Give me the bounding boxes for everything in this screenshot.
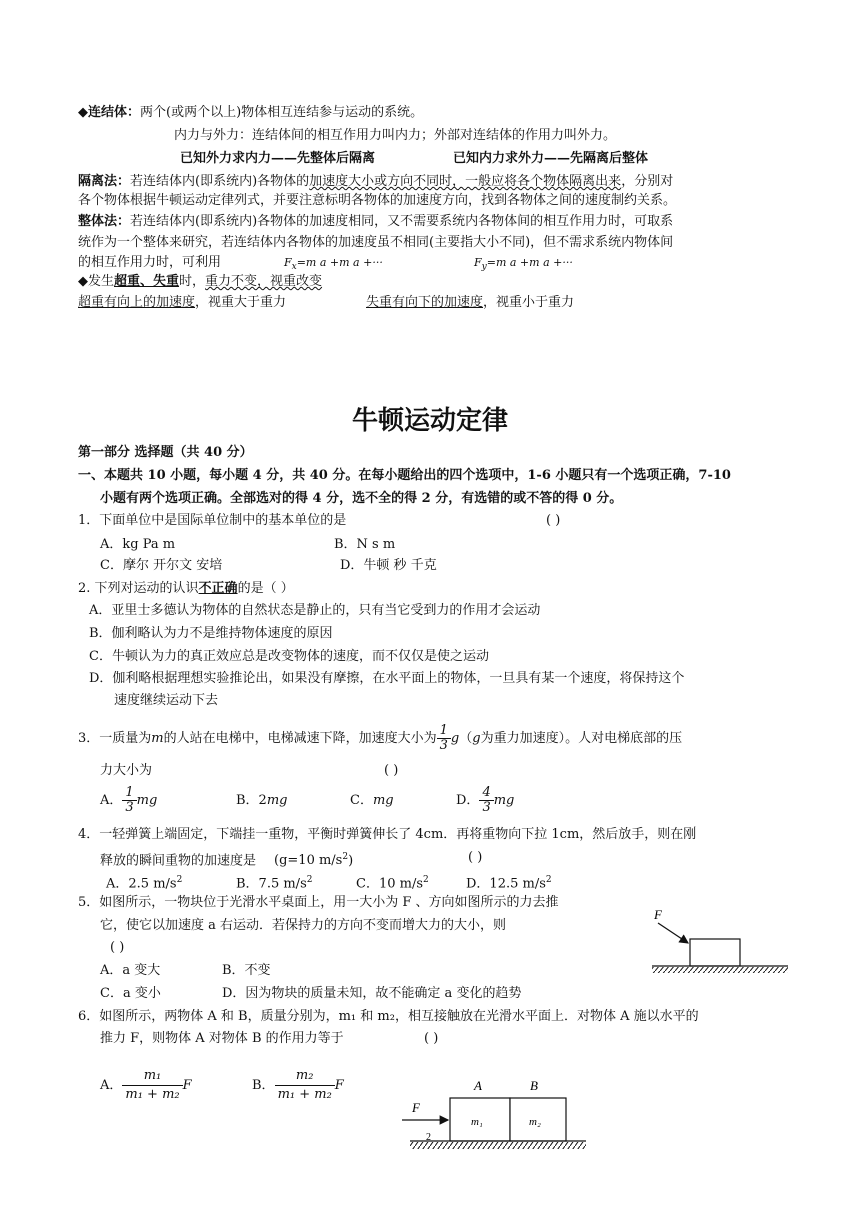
q4-b-sup: 2 bbox=[306, 875, 313, 885]
note-text-emph: 超重有向上的加速度 bbox=[78, 295, 196, 310]
q4-answer-paren: ( ) bbox=[468, 850, 483, 865]
q4-b-text: B．7.5 m/s bbox=[236, 876, 307, 892]
q2-option-c: C．牛顿认为力的真正效应总是改变物体的速度，而不仅仅是使之运动 bbox=[89, 649, 489, 664]
q3-var-g: g bbox=[450, 731, 460, 746]
q1-option-b: B．N s m bbox=[334, 537, 396, 552]
q3-fraction bbox=[437, 724, 451, 753]
q4-stem-line1: 4．一轻弹簧上端固定，下端挂一重物，平衡时弹簧伸长了 4cm．再将重物向下拉 1cm，然后放手，则在刚 bbox=[78, 827, 697, 842]
q2-option-d-line2: 速度继续运动下去 bbox=[114, 693, 219, 708]
q3-d-num: 4 bbox=[479, 786, 493, 801]
part-heading: 第一部分 选择题（共 40 分） bbox=[78, 445, 253, 460]
q6-a-label: A． bbox=[100, 1078, 123, 1093]
q3-frac-den: 3 bbox=[439, 738, 448, 753]
q6-answer-paren: ( ) bbox=[424, 1031, 439, 1046]
q6-b-den: m₁ + m₂ bbox=[277, 1087, 332, 1102]
q3-var-g2: g bbox=[472, 731, 481, 746]
q4-option-a bbox=[106, 872, 182, 892]
q1-option-d: D．牛顿 秒 千克 bbox=[340, 558, 437, 573]
q3-option-a bbox=[100, 784, 157, 818]
q3-stem-a: 3．一质量为 bbox=[78, 731, 152, 746]
q2-stem-a: 2. 下列对运动的认识 bbox=[78, 581, 199, 596]
q4-g-sup: 2 bbox=[342, 852, 349, 862]
q3-a-mg: mg bbox=[136, 793, 158, 808]
q4-option-d bbox=[466, 872, 552, 892]
q3-c-label: C． bbox=[350, 793, 373, 808]
formula-fy bbox=[474, 254, 573, 276]
q3-a-label: A． bbox=[100, 793, 123, 808]
q4-d-sup: 2 bbox=[545, 875, 552, 885]
q6-a-F: F bbox=[182, 1078, 192, 1093]
q4-option-b bbox=[236, 872, 312, 892]
q5-option-a: A．a 变大 bbox=[100, 963, 161, 978]
q5-force-arrow bbox=[658, 923, 688, 943]
q3-a-fraction bbox=[122, 786, 136, 815]
q4-g-end: ) bbox=[348, 853, 354, 869]
note-text: ◆发生 bbox=[78, 274, 114, 289]
q1-option-c: C．摩尔 开尔文 安培 bbox=[100, 558, 223, 573]
note-text-emph: 失重有向下的加速度 bbox=[366, 295, 484, 310]
note-label-geli: 隔离法： bbox=[78, 174, 131, 189]
instructions-line-1: 一、本题共 10 小题，每小题 4 分，共 40 分。在每小题给出的四个选项中，1-6 小题只有一个选项正确，7-10 bbox=[78, 468, 731, 483]
q5-block bbox=[690, 939, 740, 966]
q6-a-num: m₁ bbox=[122, 1067, 182, 1086]
q3-a-num: 1 bbox=[122, 786, 136, 801]
q6-fig-note: 2 bbox=[426, 1132, 431, 1143]
note-text-emph: 重力不变，视重改变 bbox=[205, 274, 323, 289]
page-title: 牛顿运动定律 bbox=[351, 406, 508, 436]
q3-stem-b: 的人站在电梯中，电梯减速下降，加速度大小为 bbox=[163, 731, 437, 746]
q5-ground-hatch bbox=[652, 967, 788, 973]
q6-a-den: m₁ + m₂ bbox=[125, 1087, 180, 1102]
formula-fy-sub: y bbox=[481, 262, 487, 273]
q3-b-mg: mg bbox=[266, 793, 288, 808]
q4-c-text: C．10 m/s bbox=[356, 876, 423, 892]
q3-answer-paren: ( ) bbox=[384, 763, 399, 778]
q6-b-num: m₂ bbox=[275, 1067, 335, 1086]
note-text: 时， bbox=[179, 274, 206, 289]
note-line-10 bbox=[78, 294, 286, 311]
q3-option-c bbox=[350, 792, 394, 809]
q6-ground-hatch bbox=[410, 1142, 586, 1149]
q3-stem-c: （ bbox=[459, 731, 473, 746]
q5-option-b: B．不变 bbox=[222, 963, 271, 978]
note-line-5: 各个物体根据牛顿运动定律列式，并要注意标明各物体的加速度方向，找到各物体之间的速度制约关系。 bbox=[78, 193, 677, 208]
note-line-6 bbox=[78, 213, 673, 230]
note-line-3a: 已知外力求内力——先整体后隔离 bbox=[180, 151, 376, 166]
note-text: ，分别对 bbox=[621, 174, 674, 189]
q1-option-a: A．kg Pa m bbox=[100, 537, 176, 552]
q3-var-m: m bbox=[151, 731, 164, 746]
formula-fx-rest: =m a +m a +··· bbox=[296, 256, 383, 269]
note-text-emph: 加速度大小或方向不同时，一般应将各个物体隔离出来 bbox=[309, 174, 622, 189]
q5-fig-force-label: F bbox=[654, 907, 662, 922]
q2-option-b: B．伽利略认为力不是维持物体速度的原因 bbox=[89, 626, 333, 641]
q6-fig-m1: m₁ bbox=[471, 1116, 483, 1128]
q3-a-den: 3 bbox=[125, 800, 134, 815]
q3-d-label: D． bbox=[456, 793, 480, 808]
q3-option-d bbox=[456, 784, 514, 818]
note-text: 若连结体内(即系统内)各物体的加速度相同，又不需要系统内各物体间的相互作用力时，可取系 bbox=[130, 214, 674, 229]
q3-d-den: 3 bbox=[482, 800, 491, 815]
q6-stem-line1: 6．如图所示，两物体 A 和 B，质量分别为，m₁ 和 m₂，相互接触放在光滑水平面上．对物体 A 施以水平的 bbox=[78, 1009, 699, 1024]
formula-fy-rest: =m a +m a +··· bbox=[486, 256, 573, 269]
q5-figure bbox=[640, 905, 790, 980]
q4-stem-line2 bbox=[100, 849, 353, 869]
q4-stem-text: 释放的瞬间重物的加速度是 bbox=[100, 853, 257, 869]
note-line-9 bbox=[78, 273, 322, 290]
q6-fig-force-label: F bbox=[412, 1100, 420, 1115]
note-text: ，视重大于重力 bbox=[195, 295, 287, 310]
formula-fx-sub: x bbox=[291, 262, 297, 273]
q3-d-mg: mg bbox=[493, 793, 515, 808]
q3-d-fraction bbox=[479, 786, 493, 815]
instructions-line-2: 小题有两个选项正确。全部选对的得 4 分，选不全的得 2 分，有选错的或不答的得 0 分。 bbox=[100, 491, 623, 506]
q4-g-text: (g=10 m/s bbox=[274, 853, 343, 869]
q5-stem-line2: 它，使它以加速度 a 右运动．若保持力的方向不变而增大力的大小，则 bbox=[100, 918, 507, 933]
note-text: ，视重小于重力 bbox=[483, 295, 575, 310]
q6-b-label: B． bbox=[252, 1078, 275, 1093]
q2-stem-emph: 不正确 bbox=[198, 581, 238, 596]
q2-stem-c: 的是（ ） bbox=[237, 581, 294, 596]
note-line-7: 统作为一个整体来研究，若连结体内各物体的加速度虽不相同(主要指大小不同)，但不需求系统内物体间 bbox=[78, 235, 674, 250]
q3-stem bbox=[78, 722, 682, 756]
q4-d-text: D．12.5 m/s bbox=[466, 876, 546, 892]
q6-fig-m2: m₂ bbox=[529, 1116, 541, 1128]
q6-option-a bbox=[100, 1066, 192, 1106]
q2-stem bbox=[78, 580, 294, 597]
q6-b-F: F bbox=[334, 1078, 344, 1093]
q1-answer-paren: ( ) bbox=[546, 513, 561, 528]
q2-option-d-line1: D．伽利略根据理想实验推论出，如果没有摩擦，在水平面上的物体，一旦具有某一个速度，将保持这个 bbox=[89, 671, 685, 686]
q4-a-text: A．2.5 m/s bbox=[106, 876, 177, 892]
q2-option-a: A．亚里士多德认为物体的自然状态是静止的，只有当它受到力的作用才会运动 bbox=[89, 603, 541, 618]
note-line-1 bbox=[78, 104, 423, 121]
q5-answer-paren: ( ) bbox=[110, 940, 125, 955]
q6-fig-label-a: A bbox=[474, 1078, 482, 1093]
q5-option-d: D．因为物块的质量未知，故不能确定 a 变化的趋势 bbox=[222, 986, 522, 1001]
q3-stem-line2: 力大小为 bbox=[100, 763, 153, 778]
q1-stem: 1．下面单位中是国际单位制中的基本单位的是 bbox=[78, 513, 347, 528]
note-line-3b: 已知内力求外力——先隔离后整体 bbox=[453, 151, 649, 166]
note-text: 两个(或两个以上)物体相互连结参与运动的系统。 bbox=[140, 105, 424, 120]
q5-option-c: C．a 变小 bbox=[100, 986, 161, 1001]
q3-c-mg: mg bbox=[372, 793, 394, 808]
formula-fx-f: F bbox=[284, 256, 292, 269]
formula-fy-f: F bbox=[474, 256, 482, 269]
q4-a-sup: 2 bbox=[176, 875, 183, 885]
q3-frac-num: 1 bbox=[437, 724, 451, 739]
q6-figure bbox=[400, 1076, 590, 1158]
q3-stem-d: 为重力加速度）。人对电梯底部的压 bbox=[480, 731, 683, 746]
q6-option-b bbox=[252, 1066, 344, 1106]
q3-option-b bbox=[236, 792, 287, 809]
q6-stem-line2: 推力 F，则物体 A 对物体 B 的作用力等于 bbox=[100, 1031, 344, 1046]
note-line-4 bbox=[78, 173, 673, 190]
note-label-zhengti: 整体法： bbox=[78, 214, 131, 229]
note-text: 若连结体内(即系统内)各物体的 bbox=[130, 174, 310, 189]
note-line-8: 的相互作用力时，可利用 bbox=[78, 255, 222, 270]
q6-b-fraction bbox=[275, 1067, 335, 1104]
q4-c-sup: 2 bbox=[423, 875, 429, 885]
q6-a-fraction bbox=[122, 1067, 182, 1104]
note-label-lianjieti: ◆连结体： bbox=[78, 105, 140, 120]
note-text-emph: 超重、失重 bbox=[114, 274, 180, 289]
q3-b-label: B．2 bbox=[236, 793, 267, 808]
q4-option-c bbox=[356, 872, 429, 892]
note-line-2: 内力与外力：连结体间的相互作用力叫内力；外部对连结体的作用力叫外力。 bbox=[174, 128, 617, 143]
note-line-10b bbox=[366, 294, 574, 311]
q5-stem-line1: 5．如图所示，一物块位于光滑水平桌面上，用一大小为 F 、方向如图所示的力去推 bbox=[78, 895, 559, 910]
q6-fig-label-b: B bbox=[530, 1078, 538, 1093]
